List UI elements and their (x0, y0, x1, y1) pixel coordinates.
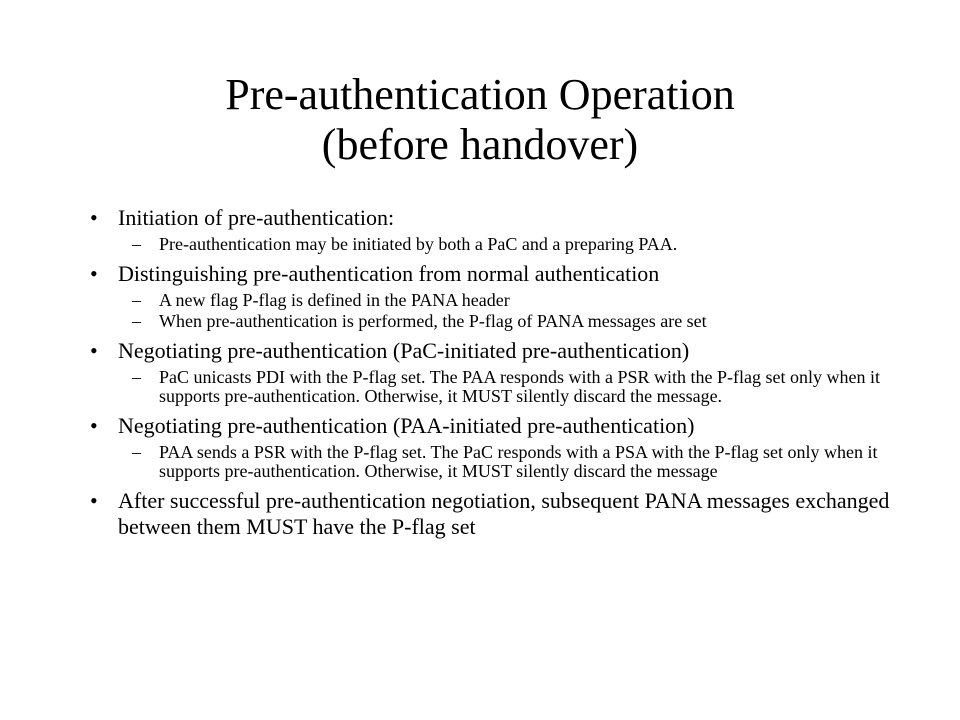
bullet-text: After successful pre-authentication negotiation, subsequent PANA messages exchanged between them MUST have the P-flag set (118, 488, 890, 539)
sub-item (132, 312, 890, 331)
sub-marker: – (132, 367, 141, 387)
bullet-text: Negotiating pre-authentication (PaC-initiated pre-authentication) (118, 338, 690, 363)
sub-marker: – (132, 311, 141, 331)
sub-list (118, 291, 890, 331)
title-line-2: (before handover) (321, 120, 639, 169)
sub-item (132, 291, 890, 310)
bullet-item (90, 338, 890, 406)
sub-marker: – (132, 234, 141, 254)
bullet-marker: • (90, 338, 98, 363)
sub-text: PAA sends a PSR with the P-flag set. The PaC responds with a PSA with the P-flag set only when it supports pre-authentication. Otherwise, it MUST silently discard the message (159, 442, 878, 481)
bullet-list (90, 205, 890, 547)
bullet-marker: • (90, 413, 98, 438)
sub-text: A new flag P-flag is defined in the PANA header (159, 290, 510, 310)
bullet-marker: • (90, 488, 98, 513)
sub-marker: – (132, 442, 141, 462)
slide-title (80, 70, 880, 170)
sub-item (132, 235, 890, 254)
sub-list (118, 443, 890, 481)
sub-list (118, 368, 890, 406)
sub-list (118, 235, 890, 254)
bullet-item (90, 205, 890, 254)
bullet-marker: • (90, 205, 98, 230)
sub-text: Pre-authentication may be initiated by both a PaC and a preparing PAA. (159, 234, 678, 254)
bullet-marker: • (90, 261, 98, 286)
bullet-item (90, 488, 890, 540)
bullet-text: Initiation of pre-authentication: (118, 205, 395, 230)
bullet-item (90, 261, 890, 331)
bullet-item (90, 413, 890, 481)
sub-item (132, 368, 890, 406)
title-line-1: Pre-authentication Operation (225, 70, 735, 119)
sub-text: PaC unicasts PDI with the P-flag set. The PAA responds with a PSR with the P-flag set only when it supports pre-authentication. Otherwise, it MUST silently discard the message. (159, 367, 880, 406)
sub-item (132, 443, 890, 481)
bullet-text: Negotiating pre-authentication (PAA-initiated pre-authentication) (118, 413, 695, 438)
sub-marker: – (132, 290, 141, 310)
bullet-text: Distinguishing pre-authentication from normal authentication (118, 261, 660, 286)
sub-text: When pre-authentication is performed, the P-flag of PANA messages are set (159, 311, 707, 331)
